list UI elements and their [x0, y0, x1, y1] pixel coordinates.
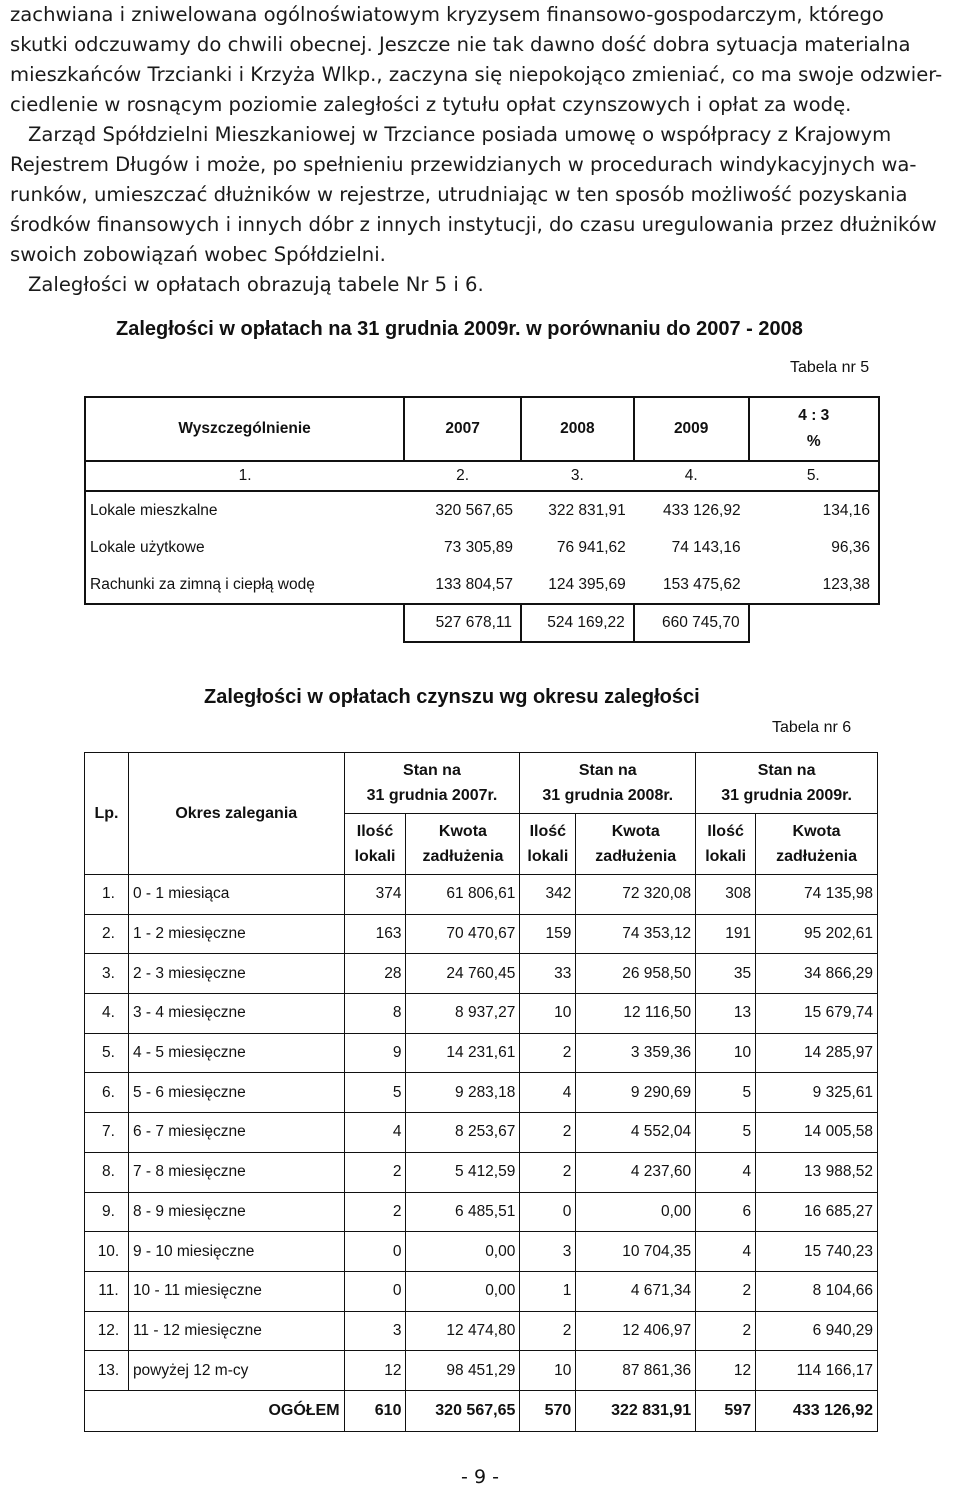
table6-totals-row	[85, 1390, 878, 1431]
row-period: 4 - 5 miesięczne	[128, 1033, 344, 1073]
cell-value: 159	[520, 914, 576, 954]
header-cell: 2008	[521, 397, 634, 461]
total-value: 322 831,91	[576, 1390, 696, 1431]
kwota-label: Kwota	[611, 823, 660, 840]
cell-value: 114 166,17	[756, 1351, 878, 1391]
col-number: 3.	[521, 461, 634, 491]
cell-value: 8 104,66	[756, 1271, 878, 1311]
zadluzenia-label: zadłużenia	[595, 848, 677, 865]
row-number: 11.	[85, 1271, 129, 1311]
percent-label: %	[806, 433, 821, 450]
cell-value: 12	[344, 1351, 406, 1391]
cell-value: 0,00	[406, 1232, 520, 1272]
lokali-label: lokali	[354, 848, 396, 865]
text-line: Zarząd Spółdzielni Mieszkaniowej w Trzciance posiada umowę o współpracy z Krajowym	[28, 123, 892, 146]
cell-value: 70 470,67	[406, 914, 520, 954]
cell-value: 0,00	[576, 1192, 696, 1232]
cell-value: 163	[344, 914, 406, 954]
cell-value: 12 406,97	[576, 1311, 696, 1351]
cell-value: 123,38	[749, 566, 879, 604]
cell-value: 33	[520, 954, 576, 994]
col-number: 5.	[749, 461, 879, 491]
cell-value: 13 988,52	[756, 1152, 878, 1192]
cell-value: 14 231,61	[406, 1033, 520, 1073]
ratio-label: 4 : 3	[798, 407, 830, 424]
table6-body	[85, 875, 878, 1391]
text-line: zachwiana i zniwelowana ogólnoświatowym kryzysem finansowo-gospodarczym, którego	[10, 3, 884, 26]
header-cell	[749, 397, 879, 461]
row-period: 0 - 1 miesiąca	[128, 875, 344, 915]
row-period: powyżej 12 m-cy	[128, 1351, 344, 1391]
zadluzenia-label: zadłużenia	[422, 848, 504, 865]
cell-value: 10	[696, 1033, 756, 1073]
row-period: 2 - 3 miesięczne	[128, 954, 344, 994]
cell-value: 10	[520, 1351, 576, 1391]
cell-value: 322 831,91	[521, 491, 634, 529]
cell-value: 8 253,67	[406, 1113, 520, 1153]
text-line: swoich zobowiązań wobec Spółdzielni.	[10, 243, 386, 266]
cell-value: 16 685,27	[756, 1192, 878, 1232]
cell-value: 6 940,29	[756, 1311, 878, 1351]
lokali-label: lokali	[527, 848, 569, 865]
row-period: 10 - 11 miesięczne	[128, 1271, 344, 1311]
table6	[84, 752, 878, 1432]
cell-value: 4	[344, 1113, 406, 1153]
cell-value: 2	[520, 1152, 576, 1192]
row-number: 9.	[85, 1192, 129, 1232]
cell-value: 4 237,60	[576, 1152, 696, 1192]
body-text	[10, 0, 960, 300]
cell-value: 72 320,08	[576, 875, 696, 915]
cell-value: 8 937,27	[406, 994, 520, 1034]
row-number: 7.	[85, 1113, 129, 1153]
cell-value: 98 451,29	[406, 1351, 520, 1391]
cell-value: 3 359,36	[576, 1033, 696, 1073]
cell-value: 2	[696, 1311, 756, 1351]
cell-value: 5	[344, 1073, 406, 1113]
row-number: 12.	[85, 1311, 129, 1351]
text-line: skutki odczuwamy do chwili obecnej. Jeszcze nie tak dawno dość dobra sytuacja materialna	[10, 33, 911, 56]
row-number: 6.	[85, 1073, 129, 1113]
header-stan-2007	[344, 753, 520, 814]
cell-value: 5	[696, 1073, 756, 1113]
header-ilosc	[344, 814, 406, 875]
date-label: 31 grudnia 2008r.	[542, 787, 674, 804]
row-period: 8 - 9 miesięczne	[128, 1192, 344, 1232]
date-label: 31 grudnia 2007r.	[366, 787, 498, 804]
cell-value: 15 679,74	[756, 994, 878, 1034]
date-label: 31 grudnia 2009r.	[721, 787, 852, 804]
cell-value: 4	[520, 1073, 576, 1113]
header-kwota	[576, 814, 696, 875]
table6-title: Zaległości w opłatach czynszu wg okresu zaległości	[204, 686, 700, 708]
text-line: środków finansowych i innych dóbr z innych instytucji, do czasu uregulowania przez dłużników	[10, 213, 937, 236]
text-line: Zaległości w opłatach obrazują tabele Nr 5 i 6.	[28, 273, 484, 296]
table5	[84, 396, 880, 643]
cell-value: 153 475,62	[634, 566, 749, 604]
total-label: OGÓŁEM	[85, 1390, 345, 1431]
ilosc-label: Ilość	[356, 823, 394, 840]
cell-value: 73 305,89	[444, 538, 513, 556]
cell-value: 12	[696, 1351, 756, 1391]
cell-value: 9 290,69	[576, 1073, 696, 1113]
page-number: - 9 -	[461, 1466, 499, 1488]
total-value: 320 567,65	[406, 1390, 520, 1431]
table-row	[85, 954, 878, 994]
cell-value: 34 866,29	[756, 954, 878, 994]
cell-value: 9 283,18	[406, 1073, 520, 1113]
col-number: 1.	[85, 461, 404, 491]
cell-value: 4 552,04	[576, 1113, 696, 1153]
table6-label: Tabela nr 6	[772, 719, 852, 736]
row-number: 2.	[85, 914, 129, 954]
table5-totals-row	[85, 604, 879, 642]
row-number: 1.	[85, 875, 129, 915]
header-ilosc	[696, 814, 756, 875]
cell-value: 308	[696, 875, 756, 915]
text-line: ciedlenie w rosnącym poziomie zaległości z tytułu opłat czynszowych i opłat za wodę.	[10, 93, 852, 116]
cell-value: 10 704,35	[576, 1232, 696, 1272]
header-stan-2008	[520, 753, 696, 814]
table6-header-row-1	[85, 753, 878, 814]
row-period: 11 - 12 miesięczne	[128, 1311, 344, 1351]
kwota-label: Kwota	[792, 823, 841, 840]
zadluzenia-label: zadłużenia	[776, 848, 857, 865]
cell-value: 3	[520, 1232, 576, 1272]
cell-value: 74 353,12	[576, 914, 696, 954]
cell-value: 191	[696, 914, 756, 954]
row-number: 10.	[85, 1232, 129, 1272]
text-line: Rejestrem Długów i może, po spełnieniu przewidzianych w procedurach windykacyjnych wa-	[10, 153, 917, 176]
row-number: 5.	[85, 1033, 129, 1073]
table5-header-row	[85, 397, 879, 461]
row-number: 4.	[85, 994, 129, 1034]
row-period: 3 - 4 miesięczne	[128, 994, 344, 1034]
ilosc-label: Ilość	[707, 823, 744, 840]
cell-value: 374	[344, 875, 406, 915]
cell-value: 3	[344, 1311, 406, 1351]
total-value: 527 678,11	[404, 604, 521, 642]
header-cell: 2007	[404, 397, 521, 461]
table5-label: Tabela nr 5	[790, 359, 870, 376]
row-label: Rachunki za zimną i ciepłą wodę	[85, 566, 404, 604]
col-number: 4.	[634, 461, 749, 491]
table-row	[85, 491, 879, 529]
text-line: mieszkańców Trzcianki i Krzyża Wlkp., zaczyna się niepokojąco zmieniać, co ma swoje odzwier-	[10, 63, 943, 86]
cell-value: 134,16	[749, 491, 879, 529]
cell-value: 0	[520, 1192, 576, 1232]
header-ilosc	[520, 814, 576, 875]
cell-value: 8	[344, 994, 406, 1034]
table-row	[85, 1271, 878, 1311]
cell-value: 15 740,23	[756, 1232, 878, 1272]
col-number: 2.	[404, 461, 521, 491]
table5-title: Zaległości w opłatach na 31 grudnia 2009r. w porównaniu do 2007 - 2008	[116, 318, 803, 340]
total-value: 660 745,70	[634, 604, 749, 642]
header-cell: Wyszczególnienie	[85, 397, 404, 461]
cell-value: 4	[696, 1152, 756, 1192]
cell-value: 12 116,50	[576, 994, 696, 1034]
table-row	[85, 1351, 878, 1391]
table-row	[85, 875, 878, 915]
header-stan-2009	[696, 753, 878, 814]
header-okres: Okres zalegania	[128, 753, 344, 875]
cell-value: 26 958,50	[576, 954, 696, 994]
cell-value: 2	[520, 1033, 576, 1073]
header-lp: Lp.	[85, 753, 129, 875]
table-row	[85, 914, 878, 954]
row-number: 8.	[85, 1152, 129, 1192]
row-period: 1 - 2 miesięczne	[128, 914, 344, 954]
cell-value: 14 285,97	[756, 1033, 878, 1073]
total-value: 433 126,92	[756, 1390, 878, 1431]
cell-value: 28	[344, 954, 406, 994]
cell-value: 9	[344, 1033, 406, 1073]
row-label: Lokale użytkowe	[85, 529, 404, 566]
cell-value: 14 005,58	[756, 1113, 878, 1153]
row-period: 5 - 6 miesięczne	[128, 1073, 344, 1113]
table-row	[85, 1033, 878, 1073]
cell-value: 35	[696, 954, 756, 994]
cell-value: 2	[344, 1192, 406, 1232]
table-row	[85, 1232, 878, 1272]
cell-value: 76 941,62	[556, 538, 626, 556]
table-row	[85, 994, 878, 1034]
row-period: 9 - 10 miesięczne	[128, 1232, 344, 1272]
table-row	[85, 566, 879, 604]
cell-value: 4 671,34	[576, 1271, 696, 1311]
cell-value: 133 804,57	[404, 566, 521, 604]
cell-value: 61 806,61	[406, 875, 520, 915]
cell-value: 1	[520, 1271, 576, 1311]
cell-value: 13	[696, 994, 756, 1034]
cell-value: 12 474,80	[406, 1311, 520, 1351]
stan-na-label: Stan na	[757, 762, 816, 779]
total-value: 524 169,22	[521, 604, 634, 642]
cell-value: 2	[520, 1113, 576, 1153]
cell-value: 5	[696, 1113, 756, 1153]
cell-value: 96,36	[749, 529, 879, 566]
cell-value: 2	[344, 1152, 406, 1192]
stan-na-label: Stan na	[403, 762, 461, 779]
table-row	[85, 1152, 878, 1192]
cell-value: 95 202,61	[756, 914, 878, 954]
total-value: 570	[520, 1390, 576, 1431]
text-line: runków, umieszczać dłużników w rejestrze, utrudniając w ten sposób możliwość pozyskania	[10, 183, 908, 206]
ilosc-label: Ilość	[529, 823, 567, 840]
kwota-label: Kwota	[438, 823, 487, 840]
table-row	[85, 1113, 878, 1153]
header-kwota	[406, 814, 520, 875]
table-row	[85, 1073, 878, 1113]
total-value: 597	[696, 1390, 756, 1431]
cell-value: 6	[696, 1192, 756, 1232]
cell-value: 0,00	[406, 1271, 520, 1311]
total-value: 610	[344, 1390, 406, 1431]
cell-value: 74 143,16	[671, 538, 741, 556]
table5-column-numbers	[85, 461, 879, 491]
row-period: 7 - 8 miesięczne	[128, 1152, 344, 1192]
row-period: 6 - 7 miesięczne	[128, 1113, 344, 1153]
cell-value: 9 325,61	[756, 1073, 878, 1113]
cell-value: 10	[520, 994, 576, 1034]
header-kwota	[756, 814, 878, 875]
cell-value: 2	[520, 1311, 576, 1351]
header-cell: 2009	[634, 397, 749, 461]
row-number: 13.	[85, 1351, 129, 1391]
cell-value: 433 126,92	[634, 491, 749, 529]
cell-value: 74 135,98	[756, 875, 878, 915]
table-row	[85, 1192, 878, 1232]
stan-na-label: Stan na	[578, 762, 637, 779]
table-row	[85, 1311, 878, 1351]
cell-value: 320 567,65	[404, 491, 521, 529]
cell-value: 6 485,51	[406, 1192, 520, 1232]
lokali-label: lokali	[705, 848, 747, 865]
cell-value: 24 760,45	[406, 954, 520, 994]
cell-value: 0	[344, 1271, 406, 1311]
cell-value: 342	[520, 875, 576, 915]
cell-value: 2	[696, 1271, 756, 1311]
row-number: 3.	[85, 954, 129, 994]
cell-value: 124 395,69	[521, 566, 634, 604]
row-label: Lokale mieszkalne	[85, 491, 404, 529]
table-row	[85, 529, 879, 566]
cell-value: 0	[344, 1232, 406, 1272]
cell-value: 87 861,36	[576, 1351, 696, 1391]
cell-value: 4	[696, 1232, 756, 1272]
cell-value: 5 412,59	[406, 1152, 520, 1192]
